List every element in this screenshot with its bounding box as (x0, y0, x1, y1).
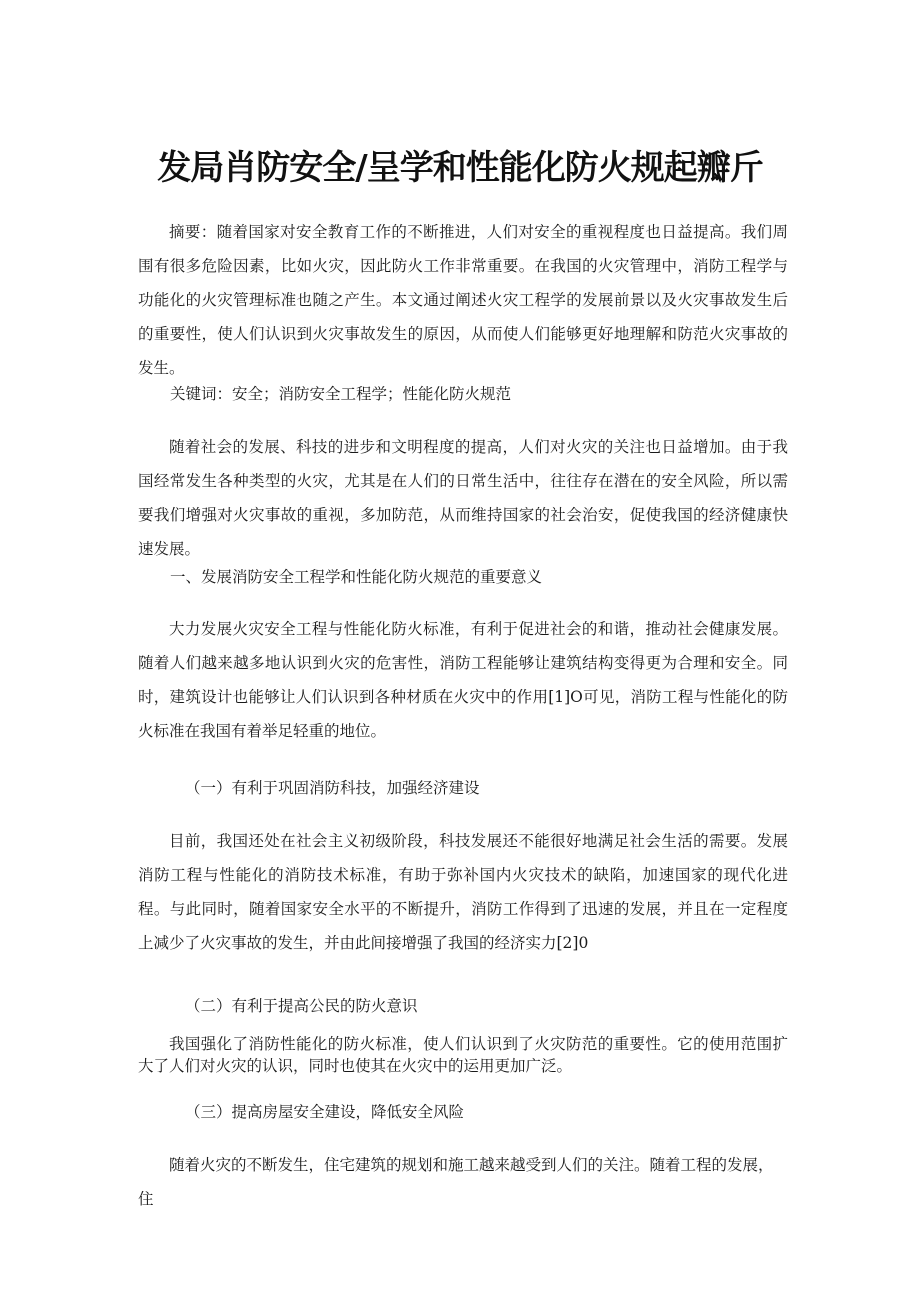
abstract-paragraph: 摘要：随着国家对安全教育工作的不断推进，人们对安全的重视程度也日益提高。我们周围有很多危险因素，比如火灾，因此防火工作非常重要。在我国的火灾管理中，消防工程学与功能化的火灾管理标准也随之产生。本文通过阐述火灾工程学的发展前景以及火灾事故发生后的重要性，使人们认识到火灾事故发生的原因，从而使人们能够更好地理解和防范火灾事故的发生。 (138, 223, 788, 377)
subsection-3-heading: （三）提高房屋安全建设，降低安全风险 (185, 1103, 465, 1121)
subsection-2-heading: （二）有利于提高公民的防火意识 (185, 997, 418, 1015)
subsection-3-paragraph: 随着火灾的不断发生，住宅建筑的规划和施工越来越受到人们的关注。随着工程的发展，住 (138, 1156, 774, 1208)
section-1-heading: 一、发展消防安全工程学和性能化防火规范的重要意义 (170, 568, 543, 586)
document-title: 发局肖防安全/呈学和性能化防火规起瓣斤 (157, 148, 763, 188)
subsection-1-paragraph: 目前，我国还处在社会主义初级阶段，科技发展还不能很好地满足社会生活的需要。发展消防工程与性能化的消防技术标准，有助于弥补国内火灾技术的缺陷，加速国家的现代化进程。与此同时，随着国家安全水平的不断提升，消防工作得到了迅速的发展，并且在一定程度上减少了火灾事故的发生，并由此间接增强了我国的经济实力[2]0 (138, 832, 788, 952)
section-1-paragraph: 大力发展火灾安全工程与性能化防火标准，有利于促进社会的和谐，推动社会健康发展。随着人们越来越多地认识到火灾的危害性，消防工程能够让建筑结构变得更为合理和安全。同时，建筑设计也能够让人们认识到各种材质在火灾中的作用[1]O可见，消防工程与性能化的防火标准在我国有着举足轻重的地位。 (138, 620, 788, 740)
subsection-2-paragraph: 我国强化了消防性能化的防火标准，使人们认识到了火灾防范的重要性。它的使用范围扩大了人们对火灾的认识，同时也使其在火灾中的运用更加广泛。 (138, 1035, 788, 1075)
keywords-line: 关键词：安全；消防安全工程学；性能化防火规范 (170, 385, 512, 403)
subsection-1-heading: （一）有利于巩固消防科技，加强经济建设 (185, 779, 480, 797)
intro-paragraph: 随着社会的发展、科技的进步和文明程度的提高，人们对火灾的关注也日益增加。由于我国经常发生各种类型的火灾，尤其是在人们的日常生活中，往往存在潜在的安全风险，所以需要我们增强对火灾事故的重视，多加防范，从而维持国家的社会治安，促使我国的经济健康快速发展。 (138, 438, 788, 558)
